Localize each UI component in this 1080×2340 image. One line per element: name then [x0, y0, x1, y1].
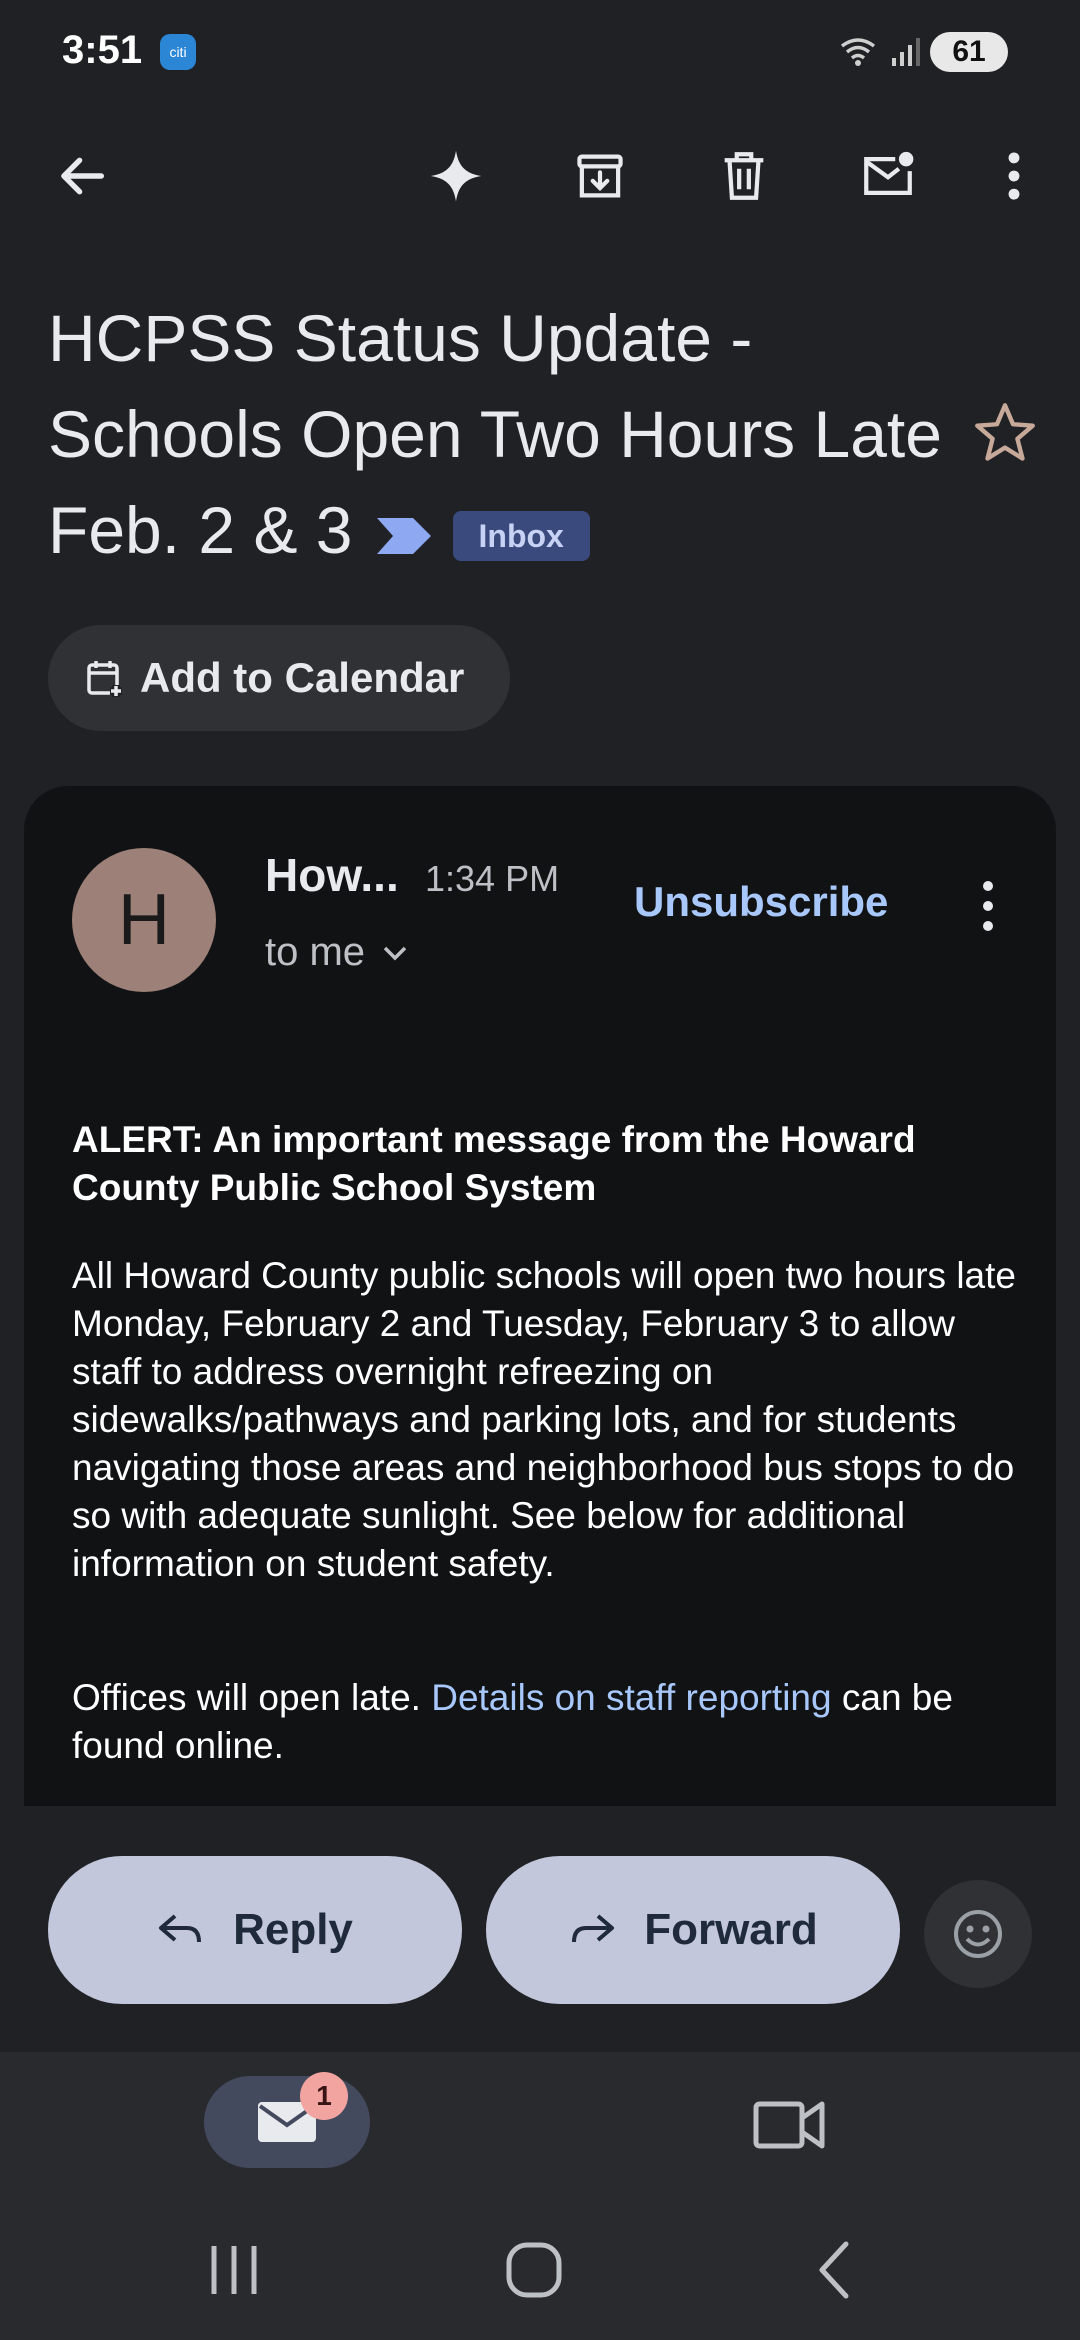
add-to-calendar-button[interactable]: [48, 625, 510, 731]
subject-line-1: HCPSS Status Update -: [48, 301, 753, 375]
paragraph-2-start: Offices will open late.: [72, 1677, 421, 1718]
smiley-icon: [950, 1906, 1006, 1962]
reply-arrow-icon: [157, 1910, 205, 1950]
reply-label: Reply: [233, 1905, 353, 1954]
subject-line-2: Schools Open Two Hours Late: [48, 397, 942, 471]
staff-reporting-link[interactable]: Details on staff reporting: [431, 1677, 832, 1718]
back-arrow-icon[interactable]: [46, 140, 118, 212]
forward-label: Forward: [644, 1905, 818, 1954]
unread-badge: 1: [300, 2072, 348, 2120]
status-time: 3:51: [62, 28, 143, 72]
subject-line-3-wrapper: [48, 482, 978, 578]
wifi-icon: [838, 34, 878, 68]
delete-icon[interactable]: [708, 140, 780, 212]
reply-button[interactable]: [48, 1856, 462, 2004]
subject-line-3: Feb. 2 & 3: [48, 493, 353, 567]
cell-signal-icon: [890, 36, 924, 68]
chevron-down-icon: [381, 944, 409, 962]
calendar-add-icon: [84, 657, 126, 699]
archive-icon[interactable]: [564, 140, 636, 212]
forward-arrow-icon: [568, 1910, 616, 1950]
citi-app-icon: citi: [160, 34, 196, 70]
importance-marker-icon: [375, 516, 433, 556]
star-icon[interactable]: [970, 398, 1040, 468]
system-back-icon[interactable]: [796, 2230, 876, 2310]
inbox-label-chip[interactable]: Inbox: [453, 511, 590, 561]
more-vert-icon[interactable]: [978, 140, 1050, 212]
emoji-reaction-button[interactable]: [924, 1880, 1032, 1988]
recipient-toggle[interactable]: [265, 930, 409, 975]
alert-heading: ALERT: An important message from the Howard County Public School System: [72, 1119, 916, 1208]
body-paragraph-1: All Howard County public schools will open two hours late Monday, February 2 and Tuesday, February 3 to allow staff to address overnight refreezing on sidewalks/pathways and parking lots, and for students navigating those areas and neighborhood bus stops to do so with adequate sunlight. See below for additional information on student safety.: [72, 1255, 1016, 1584]
forward-button[interactable]: [486, 1856, 900, 2004]
battery-indicator: 61: [930, 32, 1008, 72]
sender-name[interactable]: How...: [265, 849, 399, 901]
body-paragraph-2: [72, 1674, 1032, 1770]
email-subject: [48, 290, 978, 578]
message-more-icon[interactable]: [960, 876, 1016, 936]
avatar[interactable]: H: [72, 848, 216, 992]
home-icon[interactable]: [494, 2230, 574, 2310]
recipient-label: to me: [265, 930, 366, 974]
recent-apps-icon[interactable]: [194, 2230, 274, 2310]
paragraph-2-end: can be found online.: [72, 1677, 953, 1766]
unsubscribe-button[interactable]: Unsubscribe: [634, 878, 889, 925]
message-time: 1:34 PM: [425, 858, 560, 899]
mark-unread-icon[interactable]: [852, 140, 924, 212]
gemini-sparkle-icon[interactable]: [420, 140, 492, 212]
meet-video-icon[interactable]: [752, 2090, 832, 2160]
add-to-calendar-label: Add to Calendar: [140, 654, 465, 701]
